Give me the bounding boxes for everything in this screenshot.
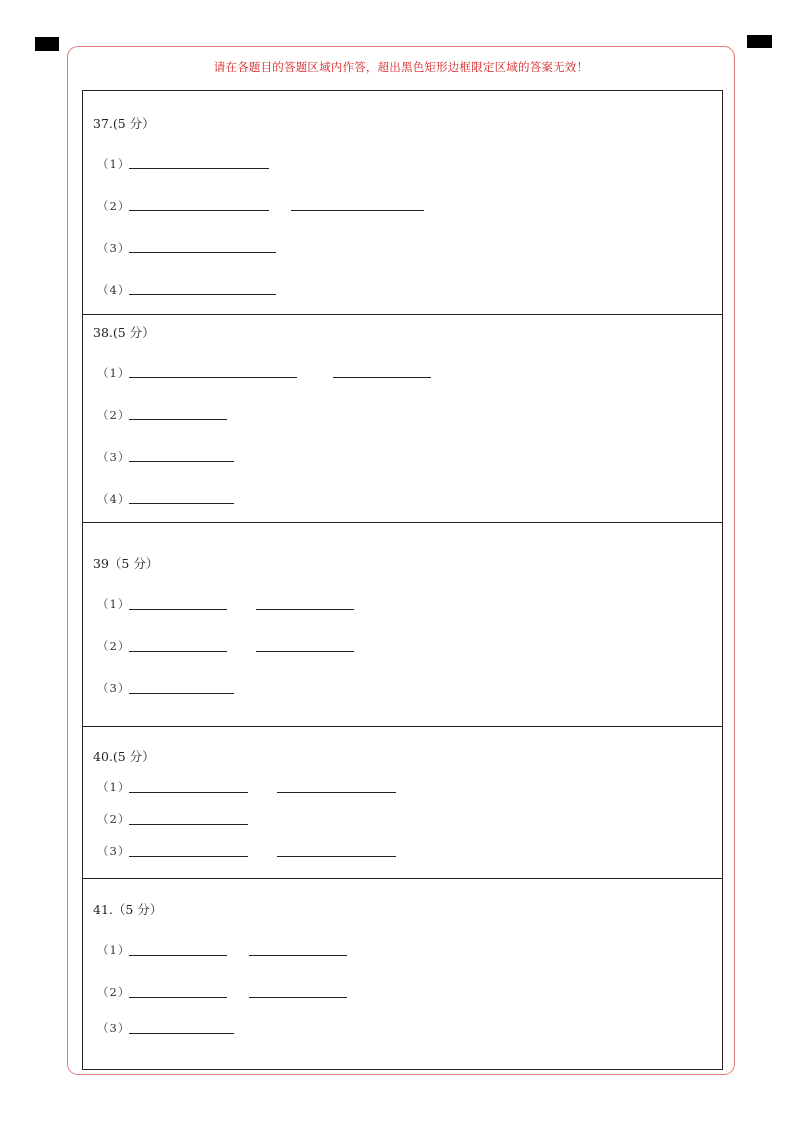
question-41-part-1-label: （1） [97,943,131,957]
question-39-part-2-label: （2） [97,639,131,653]
answer-line[interactable] [256,609,354,610]
answer-line[interactable] [129,252,276,253]
question-37-part-3-label: （3） [97,241,131,255]
answer-line[interactable] [129,997,227,998]
answer-line[interactable] [291,210,424,211]
question-38-part-3-label: （3） [97,450,131,464]
answer-line[interactable] [129,824,248,825]
answer-line[interactable] [277,856,396,857]
question-41-part-2-label: （2） [97,985,131,999]
question-41-title: 41.（5 分） [93,902,163,917]
alignment-mark-left [35,37,59,51]
answer-line[interactable] [249,955,347,956]
question-37-title: 37.(5 分） [93,116,155,131]
notice-text: 请在各题目的答题区域内作答，超出黑色矩形边框限定区域的答案无效！ [213,60,589,74]
question-39-part-1-label: （1） [97,597,131,611]
answer-line[interactable] [129,168,269,169]
answer-line[interactable] [129,955,227,956]
answer-line[interactable] [129,856,248,857]
question-40-part-1-label: （1） [97,780,131,794]
question-39-box [82,522,723,727]
question-39-part-3-label: （3） [97,681,131,695]
question-40-title: 40.(5 分） [93,749,155,764]
question-38-title: 38.(5 分） [93,325,155,340]
question-38-part-4-label: （4） [97,492,131,506]
question-41-box [82,878,723,1070]
question-38-part-1-label: （1） [97,366,131,380]
answer-line[interactable] [129,651,227,652]
question-37-part-1-label: （1） [97,157,131,171]
answer-line[interactable] [129,461,234,462]
question-38-part-2-label: （2） [97,408,131,422]
answer-line[interactable] [129,210,269,211]
answer-line[interactable] [129,294,276,295]
answer-line[interactable] [333,377,431,378]
answer-line[interactable] [256,651,354,652]
question-37-part-2-label: （2） [97,199,131,213]
answer-line[interactable] [129,693,234,694]
question-37-box [82,90,723,315]
question-40-part-3-label: （3） [97,844,131,858]
answer-line[interactable] [129,609,227,610]
answer-line[interactable] [129,792,248,793]
answer-line[interactable] [129,1033,234,1034]
alignment-mark-right [747,35,772,48]
answer-line[interactable] [129,377,297,378]
answer-line[interactable] [249,997,347,998]
question-39-title: 39（5 分） [93,556,159,571]
answer-line[interactable] [129,419,227,420]
question-40-part-2-label: （2） [97,812,131,826]
answer-line[interactable] [277,792,396,793]
answer-line[interactable] [129,503,234,504]
question-37-part-4-label: （4） [97,283,131,297]
question-41-part-3-label: （3） [97,1021,131,1035]
